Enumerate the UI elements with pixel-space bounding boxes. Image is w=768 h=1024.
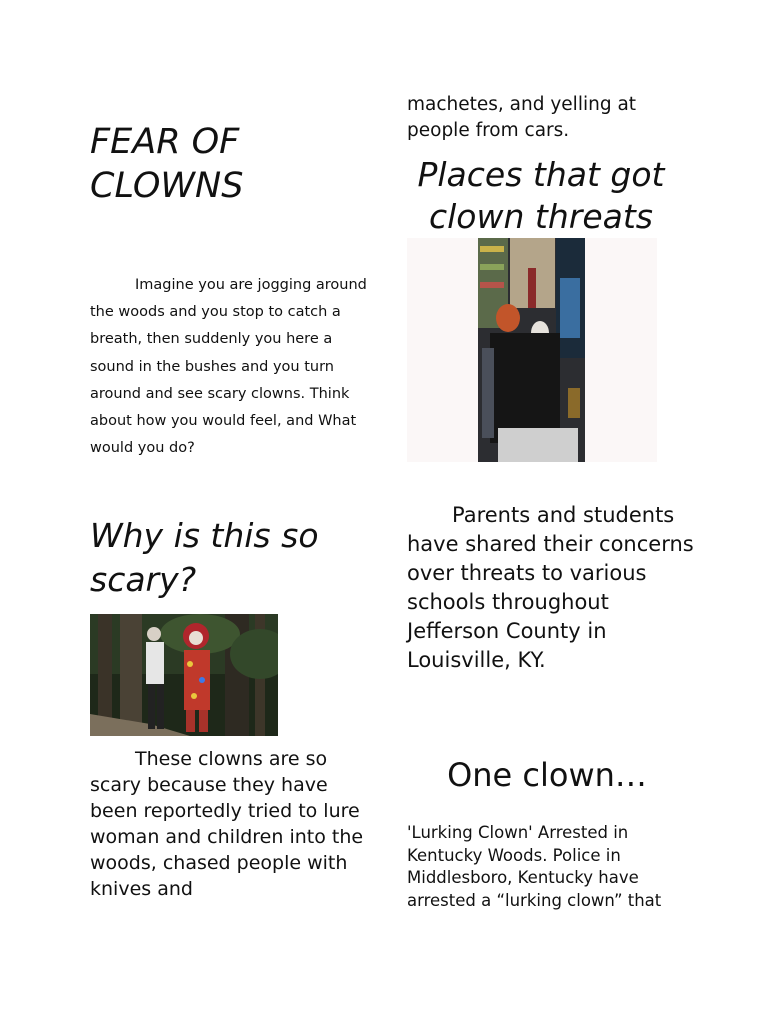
news-paragraph: 'Lurking Clown' Arrested in Kentucky Woods. Police in Middlesboro, Kentucky have arrested a “lurking clown” that xyxy=(407,823,662,910)
page-title: FEAR OF CLOWNS xyxy=(90,122,244,206)
parents-concern-paragraph: Parents and students have shared their concerns over threats to various schools throughout Jefferson County in Louisville, KY. xyxy=(407,503,694,672)
why-scary-heading: Why is this so scary? xyxy=(90,516,319,599)
one-clown-heading: One clown… xyxy=(447,756,647,794)
scary-reason-paragraph: These clowns are so scary because they have been reportedly tried to lure woman and children into the woods, chased people with knives and xyxy=(90,748,364,900)
clowns-in-woods-photo xyxy=(90,614,278,736)
continued-paragraph: machetes, and yelling at people from cars. xyxy=(407,94,637,141)
places-heading: Places that got clown threats xyxy=(417,155,665,236)
clown-in-store-photo xyxy=(478,238,585,462)
intro-paragraph: Imagine you are jogging around the woods and you stop to catch a breath, then suddenly you here a sound in the bushes and you turn around and see scary clowns. Think about how you would feel, and What would you do? xyxy=(90,277,367,457)
